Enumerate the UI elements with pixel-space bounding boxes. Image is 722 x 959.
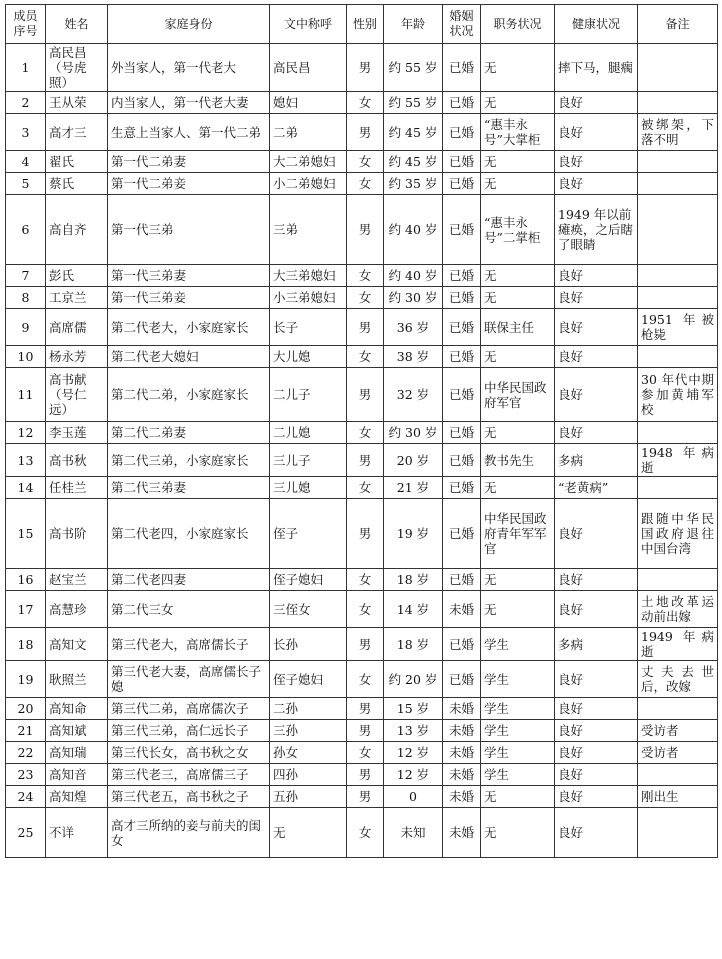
health-status-cell: 多病 [555,628,638,661]
alias-cell: 侄子 [270,499,347,569]
sex-cell: 男 [347,720,384,742]
alias-cell: 二孙 [270,698,347,720]
marital-status-cell: 已婚 [443,628,481,661]
job-status-cell: “惠丰永号”二掌柜 [481,195,555,265]
table-row [6,786,718,808]
sex-cell: 男 [347,786,384,808]
notes-cell [638,764,718,786]
age-cell: 约 40 岁 [384,265,443,287]
notes-cell: 受访者 [638,720,718,742]
family-identity-cell: 生意上当家人、第一代二弟 [108,114,270,151]
marital-status-cell: 未婚 [443,591,481,628]
alias-cell: 二儿媳 [270,422,347,444]
job-status-cell: 无 [481,808,555,858]
marital-status-cell: 未婚 [443,808,481,858]
age-cell: 21 岁 [384,477,443,499]
alias-cell: 无 [270,808,347,858]
name-cell: 高知音 [46,764,108,786]
member-no-cell: 10 [6,346,46,368]
family-identity-cell: 内当家人，第一代老大妻 [108,92,270,114]
member-no-cell: 9 [6,309,46,346]
name-cell: 高知瑞 [46,742,108,764]
sex-cell: 女 [347,151,384,173]
age-cell: 38 岁 [384,346,443,368]
name-cell: 高慧珍 [46,591,108,628]
age-cell: 约 45 岁 [384,114,443,151]
member-no-cell: 18 [6,628,46,661]
job-status-cell: 无 [481,591,555,628]
age-cell: 12 岁 [384,742,443,764]
name-cell: 任桂兰 [46,477,108,499]
table-row [6,173,718,195]
marital-status-cell: 未婚 [443,720,481,742]
name-cell: 高知斌 [46,720,108,742]
alias-cell: 大三弟媳妇 [270,265,347,287]
sex-cell: 女 [347,591,384,628]
member-no-cell: 3 [6,114,46,151]
sex-cell: 女 [347,173,384,195]
marital-status-cell: 已婚 [443,346,481,368]
family-identity-cell: 第三代老大妻，高席儒长子媳 [108,661,270,698]
alias-cell: 大二弟媳妇 [270,151,347,173]
health-status-cell: 良好 [555,114,638,151]
health-status-cell: 良好 [555,742,638,764]
health-status-cell: 良好 [555,309,638,346]
job-status-cell: 无 [481,786,555,808]
notes-cell: 1948 年病逝 [638,444,718,477]
job-status-cell: 无 [481,477,555,499]
sex-cell: 男 [347,114,384,151]
table-row [6,720,718,742]
alias-cell: 五孙 [270,786,347,808]
alias-cell: 孙女 [270,742,347,764]
table-row [6,444,718,477]
age-cell: 约 55 岁 [384,44,443,92]
sex-cell: 女 [347,477,384,499]
family-identity-cell: 第一代二弟妾 [108,173,270,195]
member-no-cell: 11 [6,368,46,422]
marital-status-cell: 已婚 [443,499,481,569]
family-identity-cell: 第三代老五，高书秋之子 [108,786,270,808]
health-status-cell: 良好 [555,720,638,742]
table-row [6,265,718,287]
marital-status-cell: 未婚 [443,698,481,720]
health-status-cell: 良好 [555,661,638,698]
notes-cell: 1951 年被枪毙 [638,309,718,346]
member-no-cell: 20 [6,698,46,720]
age-cell: 18 岁 [384,628,443,661]
alias-cell: 媳妇 [270,92,347,114]
job-status-cell: 无 [481,287,555,309]
notes-cell [638,265,718,287]
marital-status-cell: 已婚 [443,422,481,444]
table-row [6,698,718,720]
table-row [6,661,718,698]
name-cell: 高书秋 [46,444,108,477]
alias-cell: 三孙 [270,720,347,742]
health-status-cell: 良好 [555,265,638,287]
table-row [6,368,718,422]
member-no-cell: 21 [6,720,46,742]
notes-cell [638,422,718,444]
name-cell: 李玉莲 [46,422,108,444]
table-row [6,287,718,309]
alias-cell: 长孙 [270,628,347,661]
member-no-cell: 7 [6,265,46,287]
job-status-cell: 学生 [481,720,555,742]
alias-cell: 大儿媳 [270,346,347,368]
sex-cell: 女 [347,742,384,764]
age-cell: 32 岁 [384,368,443,422]
notes-cell: 土地改革运动前出嫁 [638,591,718,628]
notes-cell: 1949 年病逝 [638,628,718,661]
member-no-cell: 4 [6,151,46,173]
age-cell: 15 岁 [384,698,443,720]
marital-status-cell: 已婚 [443,114,481,151]
table-row [6,114,718,151]
sex-cell: 男 [347,764,384,786]
family-identity-cell: 第一代三弟 [108,195,270,265]
sex-cell: 男 [347,309,384,346]
table-row [6,92,718,114]
family-identity-cell: 第二代三弟，小家庭家长 [108,444,270,477]
name-cell: 王从荣 [46,92,108,114]
member-no-cell: 25 [6,808,46,858]
family-identity-cell: 第二代三女 [108,591,270,628]
member-no-cell: 22 [6,742,46,764]
sex-cell: 女 [347,569,384,591]
name-cell: 蔡氏 [46,173,108,195]
notes-cell: 30 年代中期参加黄埔军校 [638,368,718,422]
marital-status-cell: 已婚 [443,287,481,309]
job-status-cell: 无 [481,265,555,287]
health-status-cell: 摔下马，腿瘸 [555,44,638,92]
member-no-cell: 8 [6,287,46,309]
job-status-cell: 学生 [481,764,555,786]
family-identity-cell: 第一代三弟妻 [108,265,270,287]
name-cell: 高席儒 [46,309,108,346]
member-no-cell: 6 [6,195,46,265]
name-cell: 不详 [46,808,108,858]
alias-cell: 三儿子 [270,444,347,477]
name-cell: 高民昌（号虎照） [46,44,108,92]
age-cell: 36 岁 [384,309,443,346]
notes-cell: 被绑架，下落不明 [638,114,718,151]
table-row [6,151,718,173]
header-job-status: 职务状况 [481,5,555,44]
health-status-cell: 良好 [555,786,638,808]
member-no-cell: 13 [6,444,46,477]
alias-cell: 三侄女 [270,591,347,628]
health-status-cell: 多病 [555,444,638,477]
family-identity-cell: 第一代三弟妾 [108,287,270,309]
alias-cell: 三弟 [270,195,347,265]
notes-cell [638,808,718,858]
family-members-table-container [5,4,718,858]
table-row [6,569,718,591]
health-status-cell: 良好 [555,698,638,720]
health-status-cell: 良好 [555,808,638,858]
health-status-cell: 良好 [555,346,638,368]
member-no-cell: 24 [6,786,46,808]
sex-cell: 女 [347,808,384,858]
notes-cell [638,92,718,114]
marital-status-cell: 已婚 [443,309,481,346]
marital-status-cell: 未婚 [443,786,481,808]
family-identity-cell: 第二代三弟妻 [108,477,270,499]
marital-status-cell: 已婚 [443,195,481,265]
member-no-cell: 5 [6,173,46,195]
alias-cell: 三儿媳 [270,477,347,499]
marital-status-cell: 已婚 [443,151,481,173]
member-no-cell: 16 [6,569,46,591]
alias-cell: 小二弟媳妇 [270,173,347,195]
marital-status-cell: 已婚 [443,477,481,499]
health-status-cell: “老黄病” [555,477,638,499]
name-cell: 高知文 [46,628,108,661]
notes-cell [638,346,718,368]
family-identity-cell: 第二代二弟，小家庭家长 [108,368,270,422]
notes-cell [638,173,718,195]
table-row [6,591,718,628]
notes-cell [638,569,718,591]
name-cell: 高书献（号仁远） [46,368,108,422]
table-row [6,808,718,858]
table-row [6,309,718,346]
header-health-status: 健康状况 [555,5,638,44]
name-cell: 赵宝兰 [46,569,108,591]
job-status-cell: 无 [481,346,555,368]
marital-status-cell: 已婚 [443,92,481,114]
family-identity-cell: 第三代二弟，高席儒次子 [108,698,270,720]
health-status-cell: 良好 [555,287,638,309]
marital-status-cell: 已婚 [443,44,481,92]
marital-status-cell: 已婚 [443,173,481,195]
header-age: 年龄 [384,5,443,44]
age-cell: 12 岁 [384,764,443,786]
job-status-cell: 学生 [481,698,555,720]
job-status-cell: 无 [481,44,555,92]
name-cell: 杨永芳 [46,346,108,368]
sex-cell: 女 [347,661,384,698]
alias-cell: 高民昌 [270,44,347,92]
marital-status-cell: 已婚 [443,265,481,287]
table-row [6,764,718,786]
table-row [6,422,718,444]
notes-cell: 受访者 [638,742,718,764]
family-members-table [5,4,718,858]
header-name: 姓名 [46,5,108,44]
health-status-cell: 良好 [555,92,638,114]
health-status-cell: 良好 [555,173,638,195]
notes-cell [638,151,718,173]
table-row [6,742,718,764]
job-status-cell: 中华民国政府军官 [481,368,555,422]
table-header [6,5,718,44]
name-cell: 工京兰 [46,287,108,309]
marital-status-cell: 未婚 [443,742,481,764]
age-cell: 0 [384,786,443,808]
marital-status-cell: 已婚 [443,444,481,477]
header-member-no: 成员序号 [6,5,46,44]
family-identity-cell: 第三代老三，高席儒三子 [108,764,270,786]
notes-cell: 丈夫去世后，改嫁 [638,661,718,698]
age-cell: 约 35 岁 [384,173,443,195]
age-cell: 未知 [384,808,443,858]
alias-cell: 二弟 [270,114,347,151]
header-notes: 备注 [638,5,718,44]
job-status-cell: “惠丰永号”大掌柜 [481,114,555,151]
alias-cell: 侄子媳妇 [270,569,347,591]
table-row [6,499,718,569]
sex-cell: 男 [347,44,384,92]
family-identity-cell: 第一代二弟妻 [108,151,270,173]
health-status-cell: 良好 [555,499,638,569]
job-status-cell: 学生 [481,661,555,698]
health-status-cell: 良好 [555,368,638,422]
name-cell: 彭氏 [46,265,108,287]
family-identity-cell: 第二代二弟妻 [108,422,270,444]
job-status-cell: 无 [481,92,555,114]
sex-cell: 男 [347,368,384,422]
marital-status-cell: 已婚 [443,368,481,422]
table-body [6,44,718,858]
member-no-cell: 23 [6,764,46,786]
notes-cell [638,44,718,92]
age-cell: 约 55 岁 [384,92,443,114]
alias-cell: 长子 [270,309,347,346]
job-status-cell: 无 [481,569,555,591]
family-identity-cell: 第二代老四妻 [108,569,270,591]
member-no-cell: 15 [6,499,46,569]
sex-cell: 女 [347,422,384,444]
member-no-cell: 17 [6,591,46,628]
notes-cell [638,698,718,720]
notes-cell [638,287,718,309]
alias-cell: 侄子媳妇 [270,661,347,698]
table-row [6,44,718,92]
notes-cell: 刚出生 [638,786,718,808]
notes-cell [638,477,718,499]
alias-cell: 四孙 [270,764,347,786]
age-cell: 13 岁 [384,720,443,742]
age-cell: 约 20 岁 [384,661,443,698]
age-cell: 约 45 岁 [384,151,443,173]
member-no-cell: 19 [6,661,46,698]
name-cell: 高知命 [46,698,108,720]
name-cell: 耿照兰 [46,661,108,698]
header-row [6,5,718,44]
sex-cell: 女 [347,287,384,309]
name-cell: 高自齐 [46,195,108,265]
family-identity-cell: 第三代老大，高席儒长子 [108,628,270,661]
table-row [6,477,718,499]
family-identity-cell: 第二代老四，小家庭家长 [108,499,270,569]
age-cell: 约 40 岁 [384,195,443,265]
sex-cell: 女 [347,92,384,114]
header-sex: 性别 [347,5,384,44]
health-status-cell: 良好 [555,422,638,444]
family-identity-cell: 外当家人，第一代老大 [108,44,270,92]
age-cell: 20 岁 [384,444,443,477]
marital-status-cell: 已婚 [443,569,481,591]
job-status-cell: 教书先生 [481,444,555,477]
job-status-cell: 联保主任 [481,309,555,346]
age-cell: 约 30 岁 [384,287,443,309]
name-cell: 翟氏 [46,151,108,173]
job-status-cell: 中华民国政府青年军军官 [481,499,555,569]
sex-cell: 女 [347,346,384,368]
table-row [6,195,718,265]
marital-status-cell: 已婚 [443,661,481,698]
member-no-cell: 12 [6,422,46,444]
name-cell: 高书阶 [46,499,108,569]
age-cell: 14 岁 [384,591,443,628]
job-status-cell: 学生 [481,742,555,764]
marital-status-cell: 未婚 [443,764,481,786]
health-status-cell: 良好 [555,569,638,591]
table-row [6,628,718,661]
sex-cell: 女 [347,265,384,287]
name-cell: 高才三 [46,114,108,151]
sex-cell: 男 [347,444,384,477]
alias-cell: 小三弟媳妇 [270,287,347,309]
family-identity-cell: 高才三所纳的妾与前夫的闺女 [108,808,270,858]
job-status-cell: 无 [481,173,555,195]
sex-cell: 男 [347,195,384,265]
job-status-cell: 无 [481,151,555,173]
family-identity-cell: 第二代老大媳妇 [108,346,270,368]
table-row [6,346,718,368]
age-cell: 约 30 岁 [384,422,443,444]
health-status-cell: 1949 年以前瘫痪，之后瞎了眼睛 [555,195,638,265]
sex-cell: 男 [347,698,384,720]
family-identity-cell: 第三代长女，高书秋之女 [108,742,270,764]
sex-cell: 男 [347,499,384,569]
header-family-identity: 家庭身份 [108,5,270,44]
alias-cell: 二儿子 [270,368,347,422]
notes-cell: 跟随中华民国政府退往中国台湾 [638,499,718,569]
member-no-cell: 1 [6,44,46,92]
health-status-cell: 良好 [555,151,638,173]
header-alias: 文中称呼 [270,5,347,44]
health-status-cell: 良好 [555,764,638,786]
family-identity-cell: 第三代三弟，高仁远长子 [108,720,270,742]
job-status-cell: 学生 [481,628,555,661]
member-no-cell: 2 [6,92,46,114]
job-status-cell: 无 [481,422,555,444]
name-cell: 高知煌 [46,786,108,808]
age-cell: 19 岁 [384,499,443,569]
family-identity-cell: 第二代老大，小家庭家长 [108,309,270,346]
notes-cell [638,195,718,265]
health-status-cell: 良好 [555,591,638,628]
age-cell: 18 岁 [384,569,443,591]
header-marital-status: 婚姻状况 [443,5,481,44]
sex-cell: 男 [347,628,384,661]
member-no-cell: 14 [6,477,46,499]
